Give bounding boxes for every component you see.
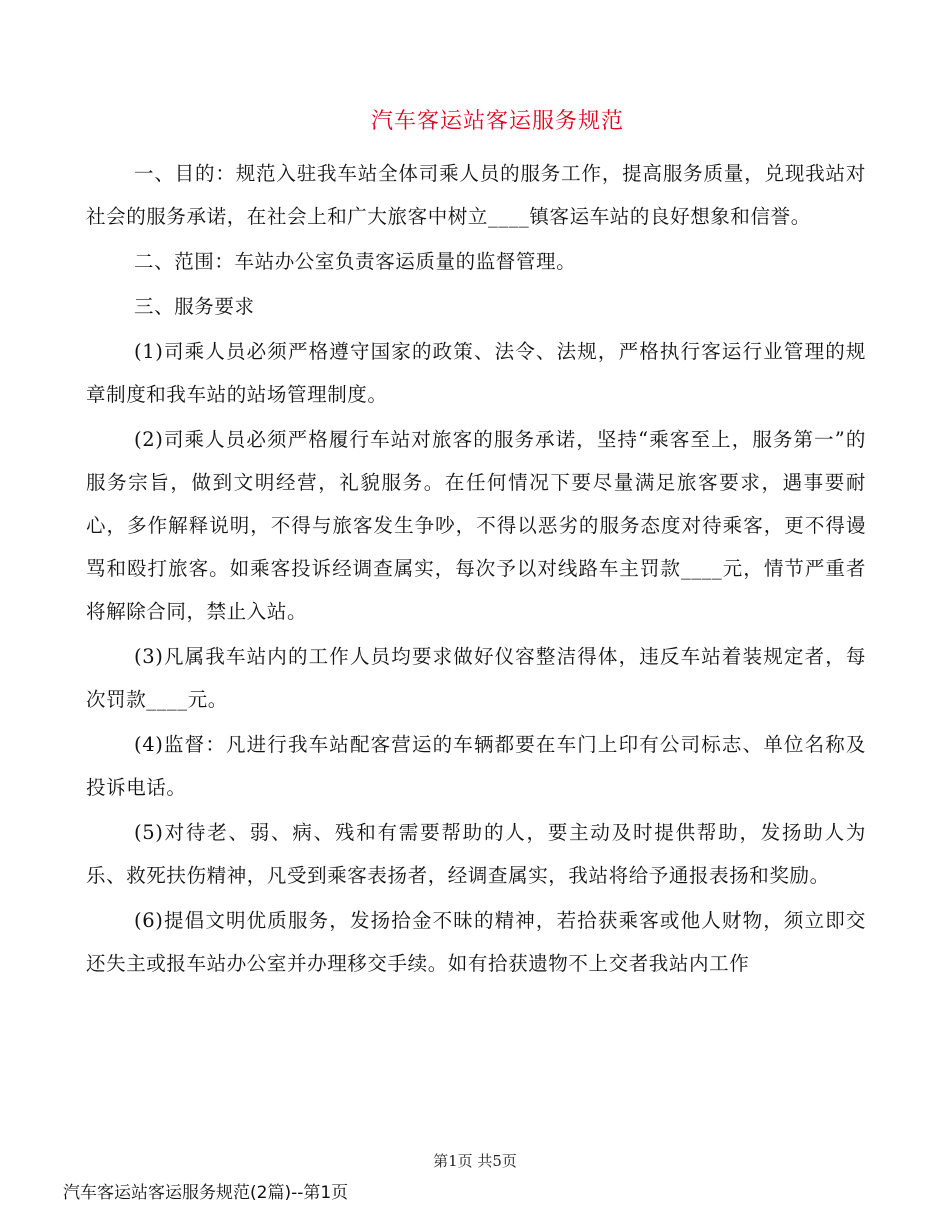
document-body (86, 152, 866, 987)
paragraph-item-6: (6)提倡文明优质服务，发扬拾金不昧的精神，若拾获乘客或他人财物，须立即交还失主或报车站办公室并办理移交手续。如有拾获遗物不上交者我站内工作 (86, 909, 866, 975)
paragraph-item-1: (1)司乘人员必须严格遵守国家的政策、法令、法规，严格执行客运行业管理的规章制度和我车站的站场管理制度。 (86, 340, 866, 406)
paragraph-scope: 二、范围：车站办公室负责客运质量的监督管理。 (134, 250, 577, 273)
paragraph-item-5: (5)对待老、弱、病、残和有需要帮助的人，要主动及时提供帮助，发扬助人为乐、救死扶伤精神，凡受到乘客表扬者，经调查属实，我站将给予通报表扬和奖励。 (86, 821, 866, 887)
paragraph-item-2: (2)司乘人员必须严格履行车站对旅客的服务承诺，坚持“乘客至上，服务第一”的服务宗旨，做到文明经营，礼貌服务。在任何情况下要尽量满足旅客要求，遇事要耐心，多作解释说明，不得与旅客发生争吵，不得以恶劣的服务态度对待乘客，更不得谩骂和殴打旅客。如乘客投诉经调查属实，每次予以对线路车主罚款____元，情节严重者将解除合同，禁止入站。 (86, 428, 866, 623)
page-number: 第1页 共5页 (433, 1152, 517, 1170)
paragraph-item-4: (4)监督：凡进行我车站配客营运的车辆都要在车门上印有公司标志、单位名称及投诉电话。 (86, 733, 866, 799)
footer-caption: 汽车客运站客运服务规范(2篇)--第1页 (63, 1183, 349, 1203)
paragraph-requirements-heading: 三、服务要求 (134, 295, 255, 318)
paragraph-purpose: 一、目的：规范入驻我车站全体司乘人员的服务工作，提高服务质量，兑现我站对社会的服务承诺，在社会上和广大旅客中树立____镇客运车站的良好想象和信誉。 (86, 162, 866, 228)
paragraph-item-3: (3)凡属我车站内的工作人员均要求做好仪容整洁得体，违反车站着装规定者，每次罚款____元。 (86, 645, 866, 711)
document-title: 汽车客运站客运服务规范 (370, 109, 624, 134)
